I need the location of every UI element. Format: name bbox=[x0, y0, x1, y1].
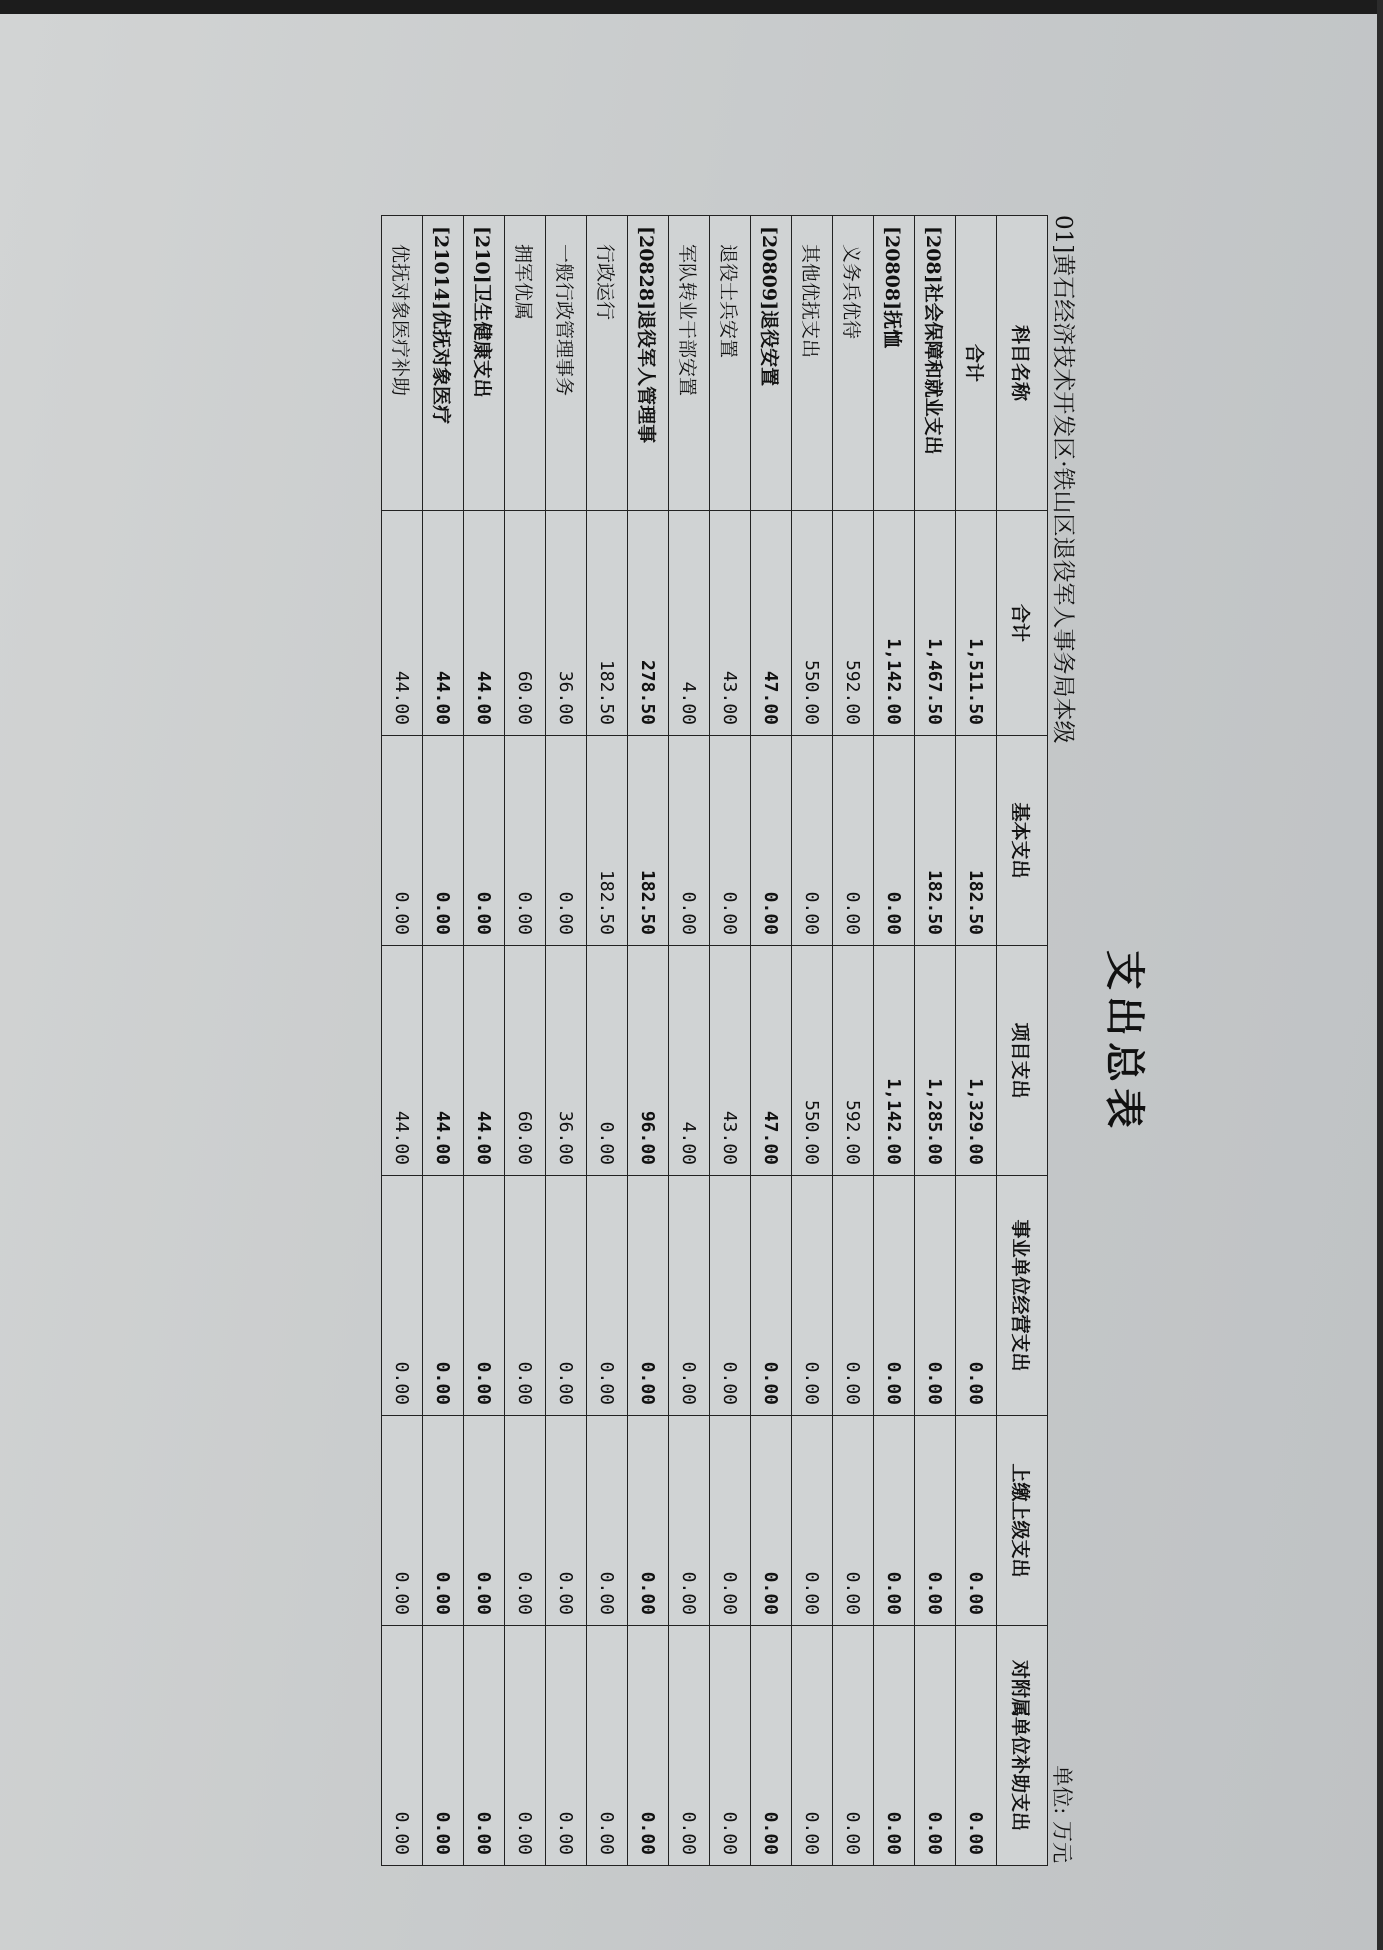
amount-cell: 0.00 bbox=[505, 1626, 546, 1866]
amount-cell: 0.00 bbox=[669, 736, 710, 946]
amount-cell: 60.00 bbox=[505, 511, 546, 736]
amount-cell: 0.00 bbox=[956, 1176, 997, 1416]
table-row bbox=[751, 216, 792, 1866]
amount-cell: 1,467.50 bbox=[915, 511, 956, 736]
amount-cell: 592.00 bbox=[833, 946, 874, 1176]
amount-cell: 0.00 bbox=[464, 1416, 505, 1626]
table-row bbox=[587, 216, 628, 1866]
amount-cell: 0.00 bbox=[833, 1626, 874, 1866]
amount-cell: 1,142.00 bbox=[874, 946, 915, 1176]
amount-cell: 0.00 bbox=[628, 1416, 669, 1626]
table-row bbox=[710, 216, 751, 1866]
amount-cell: 0.00 bbox=[915, 1416, 956, 1626]
amount-cell: 0.00 bbox=[751, 1176, 792, 1416]
amount-cell: 0.00 bbox=[792, 1626, 833, 1866]
page-title: 支出总表 bbox=[1101, 950, 1148, 1134]
amount-cell: 0.00 bbox=[382, 1416, 423, 1626]
amount-cell: 0.00 bbox=[669, 1626, 710, 1866]
row-subject-name: 拥军优属 bbox=[505, 216, 546, 511]
amount-cell: 0.00 bbox=[751, 1416, 792, 1626]
amount-cell: 0.00 bbox=[874, 1176, 915, 1416]
amount-cell: 0.00 bbox=[956, 1626, 997, 1866]
amount-cell: 182.50 bbox=[628, 736, 669, 946]
expenditure-table bbox=[381, 215, 1048, 1866]
amount-cell: 0.00 bbox=[915, 1176, 956, 1416]
table-row bbox=[505, 216, 546, 1866]
amount-cell: 0.00 bbox=[669, 1416, 710, 1626]
table-row bbox=[423, 216, 464, 1866]
amount-cell: 1,142.00 bbox=[874, 511, 915, 736]
amount-cell: 44.00 bbox=[464, 946, 505, 1176]
amount-cell: 0.00 bbox=[628, 1176, 669, 1416]
table-row bbox=[464, 216, 505, 1866]
amount-cell: 0.00 bbox=[710, 736, 751, 946]
amount-cell: 182.50 bbox=[587, 511, 628, 736]
amount-cell: 278.50 bbox=[628, 511, 669, 736]
amount-cell: 36.00 bbox=[546, 511, 587, 736]
amount-cell: 47.00 bbox=[751, 511, 792, 736]
amount-cell: 43.00 bbox=[710, 946, 751, 1176]
amount-cell: 0.00 bbox=[792, 1176, 833, 1416]
amount-cell: 592.00 bbox=[833, 511, 874, 736]
row-subject-name: [20828]退役军人管理事 bbox=[628, 216, 669, 511]
amount-cell: 0.00 bbox=[423, 1416, 464, 1626]
amount-cell: 0.00 bbox=[546, 1626, 587, 1866]
table-row bbox=[956, 216, 997, 1866]
table-row bbox=[669, 216, 710, 1866]
row-subject-name: 行政运行 bbox=[587, 216, 628, 511]
column-header: 上缴上级支出 bbox=[997, 1416, 1048, 1626]
amount-cell: 182.50 bbox=[956, 736, 997, 946]
row-subject-name: 义务兵优待 bbox=[833, 216, 874, 511]
amount-cell: 0.00 bbox=[710, 1416, 751, 1626]
table-row bbox=[874, 216, 915, 1866]
amount-cell: 1,329.00 bbox=[956, 946, 997, 1176]
amount-cell: 44.00 bbox=[464, 511, 505, 736]
column-header: 项目支出 bbox=[997, 946, 1048, 1176]
column-header: 事业单位经营支出 bbox=[997, 1176, 1048, 1416]
amount-cell: 0.00 bbox=[546, 1176, 587, 1416]
table-row bbox=[382, 216, 423, 1866]
amount-cell: 0.00 bbox=[464, 1176, 505, 1416]
table-row bbox=[546, 216, 587, 1866]
row-subject-name: 合计 bbox=[956, 216, 997, 511]
amount-cell: 0.00 bbox=[505, 736, 546, 946]
row-subject-name: 其他优抚支出 bbox=[792, 216, 833, 511]
amount-cell: 0.00 bbox=[710, 1626, 751, 1866]
amount-cell: 0.00 bbox=[710, 1176, 751, 1416]
amount-cell: 0.00 bbox=[423, 736, 464, 946]
row-subject-name: 一般行政管理事务 bbox=[546, 216, 587, 511]
row-subject-name: [20808]抚恤 bbox=[874, 216, 915, 511]
amount-cell: 0.00 bbox=[792, 736, 833, 946]
amount-cell: 44.00 bbox=[382, 511, 423, 736]
amount-cell: 0.00 bbox=[505, 1176, 546, 1416]
amount-cell: 0.00 bbox=[587, 1176, 628, 1416]
amount-cell: 1,285.00 bbox=[915, 946, 956, 1176]
amount-cell: 43.00 bbox=[710, 511, 751, 736]
table-row bbox=[792, 216, 833, 1866]
scanner-edge bbox=[1377, 0, 1383, 1950]
amount-cell: 0.00 bbox=[587, 1416, 628, 1626]
amount-cell: 0.00 bbox=[956, 1416, 997, 1626]
amount-cell: 96.00 bbox=[628, 946, 669, 1176]
table-row bbox=[915, 216, 956, 1866]
amount-cell: 0.00 bbox=[382, 736, 423, 946]
amount-cell: 0.00 bbox=[669, 1176, 710, 1416]
row-subject-name: [21014]优抚对象医疗 bbox=[423, 216, 464, 511]
amount-cell: 44.00 bbox=[423, 946, 464, 1176]
amount-cell: 0.00 bbox=[382, 1626, 423, 1866]
row-subject-name: 退役士兵安置 bbox=[710, 216, 751, 511]
amount-cell: 0.00 bbox=[833, 1176, 874, 1416]
amount-cell: 0.00 bbox=[423, 1176, 464, 1416]
amount-cell: 0.00 bbox=[382, 1176, 423, 1416]
amount-cell: 4.00 bbox=[669, 946, 710, 1176]
amount-cell: 182.50 bbox=[915, 736, 956, 946]
unit-label: 单位: 万元 bbox=[1050, 1765, 1074, 1863]
amount-cell: 0.00 bbox=[751, 1626, 792, 1866]
rotated-document-page bbox=[326, 207, 1166, 1877]
amount-cell: 0.00 bbox=[464, 1626, 505, 1866]
amount-cell: 0.00 bbox=[505, 1416, 546, 1626]
table-row bbox=[628, 216, 669, 1866]
amount-cell: 550.00 bbox=[792, 511, 833, 736]
row-subject-name: [208]社会保障和就业支出 bbox=[915, 216, 956, 511]
column-header: 基本支出 bbox=[997, 736, 1048, 946]
amount-cell: 0.00 bbox=[792, 1416, 833, 1626]
organization-name: 01]黄石经济技术开发区·铁山区退役军人事务局本级 bbox=[1050, 215, 1076, 744]
amount-cell: 0.00 bbox=[546, 736, 587, 946]
amount-cell: 0.00 bbox=[874, 1626, 915, 1866]
row-subject-name: 优抚对象医疗补助 bbox=[382, 216, 423, 511]
amount-cell: 0.00 bbox=[587, 946, 628, 1176]
amount-cell: 44.00 bbox=[382, 946, 423, 1176]
table-row bbox=[833, 216, 874, 1866]
amount-cell: 44.00 bbox=[423, 511, 464, 736]
amount-cell: 0.00 bbox=[751, 736, 792, 946]
amount-cell: 182.50 bbox=[587, 736, 628, 946]
column-header: 合计 bbox=[997, 511, 1048, 736]
amount-cell: 60.00 bbox=[505, 946, 546, 1176]
amount-cell: 0.00 bbox=[874, 736, 915, 946]
amount-cell: 36.00 bbox=[546, 946, 587, 1176]
amount-cell: 0.00 bbox=[915, 1626, 956, 1866]
row-subject-name: [20809]退役安置 bbox=[751, 216, 792, 511]
amount-cell: 4.00 bbox=[669, 511, 710, 736]
table-header-row bbox=[997, 216, 1048, 1866]
amount-cell: 0.00 bbox=[628, 1626, 669, 1866]
amount-cell: 0.00 bbox=[546, 1416, 587, 1626]
amount-cell: 1,511.50 bbox=[956, 511, 997, 736]
amount-cell: 0.00 bbox=[464, 736, 505, 946]
table-body bbox=[382, 216, 997, 1866]
row-subject-name: 军队转业干部安置 bbox=[669, 216, 710, 511]
column-header: 对附属单位补助支出 bbox=[997, 1626, 1048, 1866]
amount-cell: 0.00 bbox=[423, 1626, 464, 1866]
column-header: 科目名称 bbox=[997, 216, 1048, 511]
amount-cell: 0.00 bbox=[833, 736, 874, 946]
amount-cell: 47.00 bbox=[751, 946, 792, 1176]
amount-cell: 0.00 bbox=[587, 1626, 628, 1866]
amount-cell: 0.00 bbox=[833, 1416, 874, 1626]
row-subject-name: [210]卫生健康支出 bbox=[464, 216, 505, 511]
amount-cell: 0.00 bbox=[874, 1416, 915, 1626]
amount-cell: 550.00 bbox=[792, 946, 833, 1176]
